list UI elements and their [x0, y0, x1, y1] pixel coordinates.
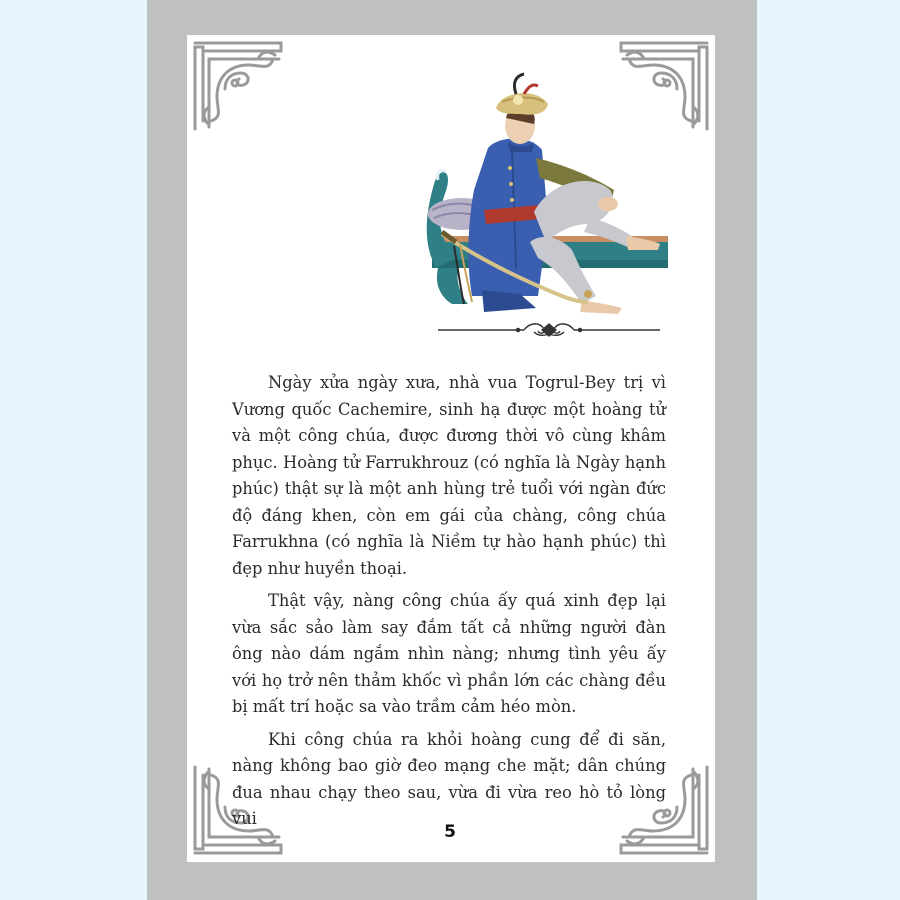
- prince-illustration: [412, 72, 668, 322]
- paragraph: Ngày xửa ngày xưa, nhà vua Togrul-Bey trị vì Vương quốc Cachemire, sinh hạ được một hoàng tử và một công chúa, được đương thời vô cùng khâm phục. Hoàng tử Farrukhrouz (có nghĩa là Ngày hạnh phúc) thật sự là một anh hùng trẻ tuổi với ngàn đức độ đáng khen, còn em gái của chàng, công chúa Farrukhna (có nghĩa là Niềm tự hào hạnh phúc) thì đẹp như huyền thoại.: [232, 373, 666, 578]
- story-text: [232, 370, 666, 839]
- paragraph: Khi công chúa ra khỏi hoàng cung để đi săn, nàng không bao giờ đeo mạng che mặt; dân chúng đua nhau chạy theo sau, vừa đi vừa reo hò tỏ lòng vui: [232, 729, 666, 828]
- ornamental-divider-icon: [434, 320, 664, 338]
- page-number: 5: [444, 822, 456, 842]
- paragraph: Thật vậy, nàng công chúa ấy quá xinh đẹp lại vừa sắc sảo làm say đắm tất cả những người đàn ông nào dám ngắm nhìn nàng; nhưng tình yêu ấy với họ trở nên thảm khốc vì phần lớn các chàng đều bị mất trí hoặc sa vào trầm cảm héo mòn.: [232, 591, 666, 716]
- ornamental-corner-icon: [189, 37, 285, 133]
